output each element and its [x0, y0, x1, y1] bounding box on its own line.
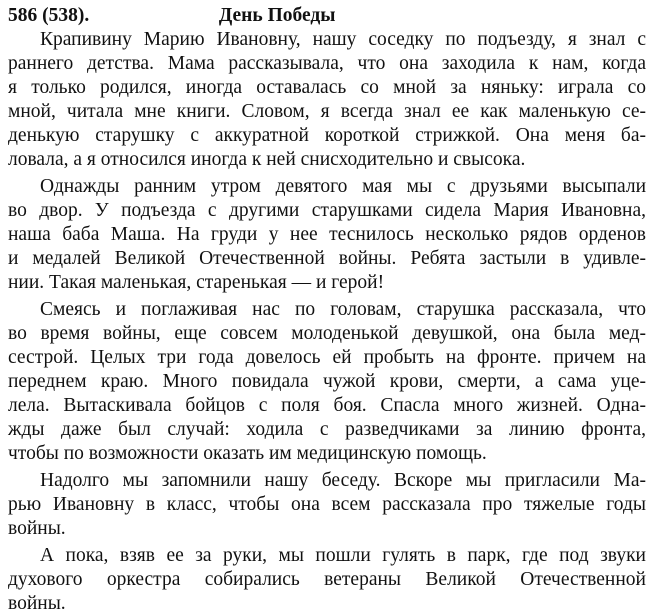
text-line: войны.: [8, 518, 66, 539]
text-line: во двор. У подъезда с другими старушками сидела Мария Ивановна,: [8, 200, 646, 221]
text-line: мной, читала мне книги. Словом, я всегда знал ее как маленькую се-: [8, 101, 646, 122]
paragraph-5: [8, 544, 646, 616]
text-line: денькую старушку с аккуратной короткой стрижкой. Она меня ба-: [8, 125, 646, 146]
text-line: и медалей Великой Отечественной войны. Ребята застыли в удивле-: [8, 248, 646, 269]
text-line: во время войны, еще совсем молоденькой девушкой, она была мед-: [8, 323, 646, 344]
text-line: Смеясь и поглаживая нас по головам, старушка рассказала, что: [40, 299, 646, 320]
text-line: рью Ивановну в класс, чтобы она всем рассказала про тяжелые годы: [8, 494, 646, 515]
text-line: Крапивину Марию Ивановну, нашу соседку по подъезду, я знал с: [40, 29, 646, 50]
text-line: жды даже был случай: ходила с разведчиками за линию фронта,: [8, 419, 646, 440]
text-line: А пока, взяв ее за руки, мы пошли гулять в парк, где под звуки: [40, 545, 646, 566]
paragraph-2: [8, 175, 646, 295]
paragraph-1: [8, 28, 646, 172]
text-line: чтобы по возможности оказать им медицинскую помощь.: [8, 443, 487, 464]
text-line: нии. Такая маленькая, старенькая — и герой!: [8, 272, 385, 293]
text-line: раннего детства. Мама рассказывала, что она заходила к нам, когда: [8, 53, 646, 74]
text-line: наша баба Маша. На груди у нее теснилось несколько рядов орденов: [8, 224, 646, 245]
exercise-title: День Победы: [218, 5, 336, 26]
text-line: Однажды ранним утром девятого мая мы с друзьями высыпали: [40, 176, 646, 197]
text-line: переднем краю. Много повидала чужой крови, смерти, а сама уце-: [8, 371, 646, 392]
text-line: духового оркестра собирались ветераны Великой Отечественной: [8, 569, 646, 590]
text-line: войны.: [8, 593, 66, 614]
paragraph-3: [8, 298, 646, 466]
text-line: лела. Вытаскивала бойцов с поля боя. Спасла много жизней. Одна-: [8, 395, 646, 416]
text-line: ловала, а я относился иногда к ней снисходительно и свысока.: [8, 149, 526, 170]
text-line: Надолго мы запомнили нашу беседу. Вскоре мы пригласили Ма-: [40, 470, 646, 491]
paragraph-4: [8, 469, 646, 541]
text-line: я только родился, иногда оставалась со мной за няньку: играла со: [8, 77, 646, 98]
exercise-header: [8, 4, 646, 28]
text-line: сестрой. Целых три года довелось ей пробыть на фронте. причем на: [8, 347, 646, 368]
exercise-number: 586 (538).: [8, 5, 90, 26]
